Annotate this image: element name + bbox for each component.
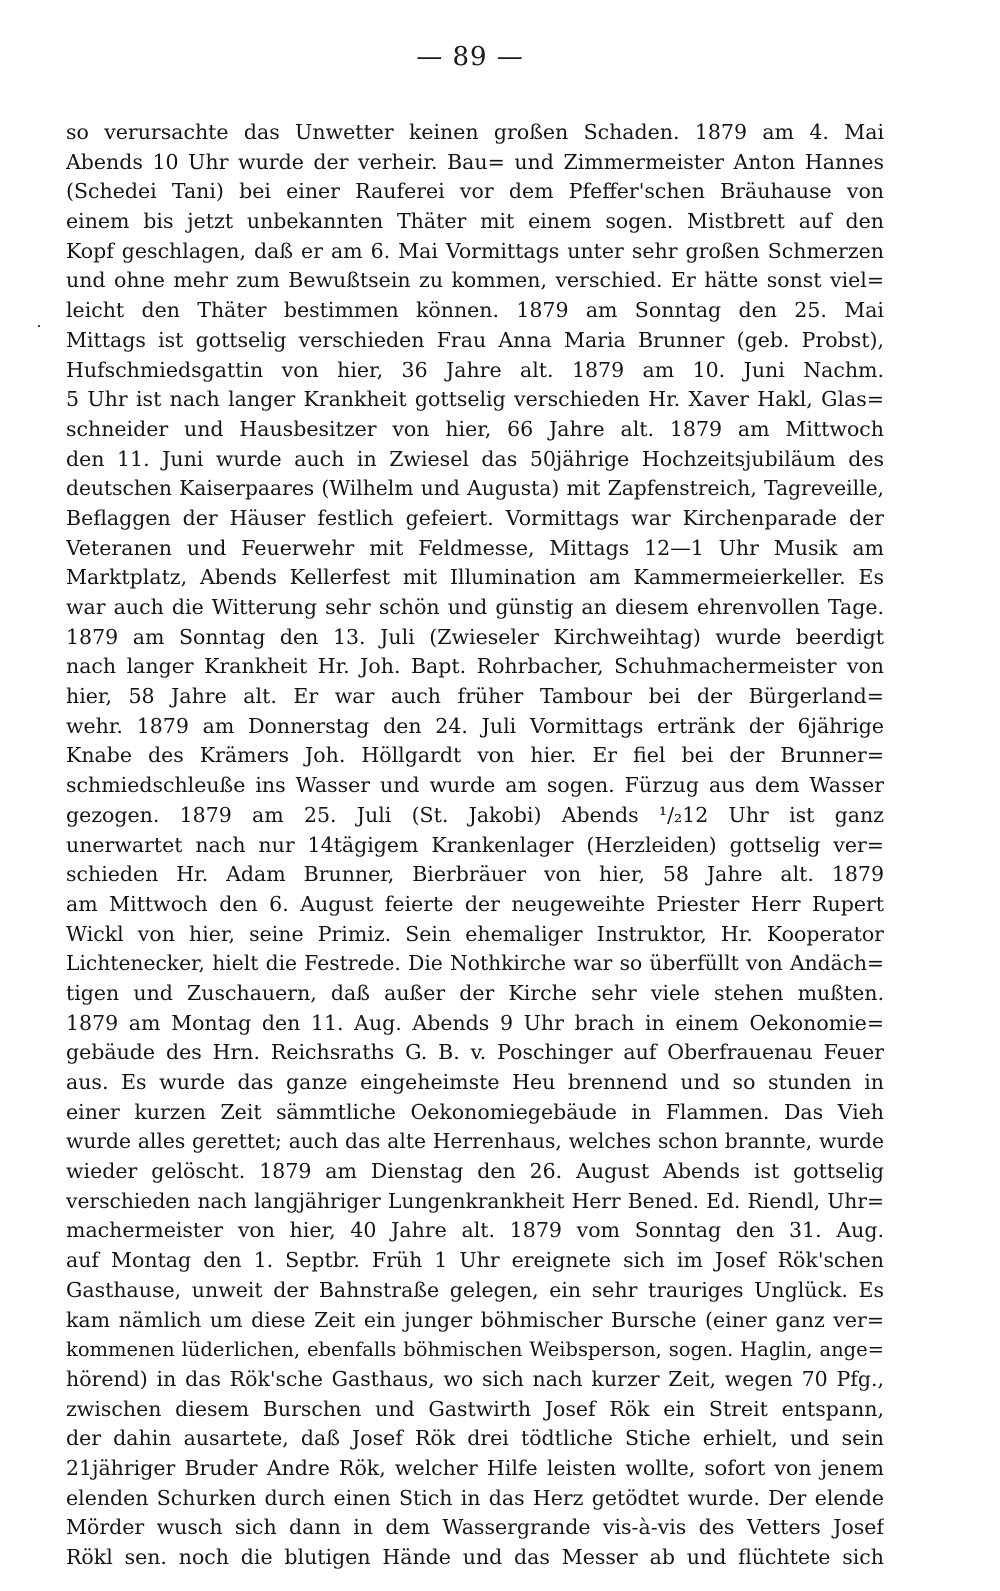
text-line: deutschen Kaiserpaares (Wilhelm und Augusta) mit Zapfenstreich, Tagreveille, bbox=[66, 476, 884, 501]
text-line: leicht den Thäter bestimmen können. 1879 am Sonntag den 25. Mai bbox=[66, 298, 884, 323]
text-line: Knabe des Krämers Joh. Höllgardt von hier. Er fiel bei der Brunner= bbox=[66, 743, 884, 768]
text-line: (Schedei Tani) bei einer Rauferei vor dem Pfeffer'schen Bräuhause von bbox=[66, 179, 884, 204]
text-line: verschieden nach langjähriger Lungenkrankheit Herr Bened. Ed. Riendl, Uhr= bbox=[66, 1188, 884, 1213]
text-line: wehr. 1879 am Donnerstag den 24. Juli Vormittags ertränk der 6jährige bbox=[66, 713, 884, 738]
text-line: den 11. Juni wurde auch in Zwiesel das 50jährige Hochzeitsjubiläum des bbox=[66, 446, 884, 471]
text-line: so verursachte das Unwetter keinen großen Schaden. 1879 am 4. Mai bbox=[66, 120, 884, 144]
text-line: tigen und Zuschauern, daß außer der Kirche sehr viele stehen mußten. bbox=[66, 980, 884, 1005]
text-line: unerwartet nach nur 14tägigem Krankenlager (Herzleiden) gottselig ver= bbox=[66, 832, 884, 857]
text-line: elenden Schurken durch einen Stich in das Herz getödtet wurde. Der elende bbox=[66, 1485, 884, 1510]
text-line: und ohne mehr zum Bewußtsein zu kommen, verschied. Er hätte sonst viel= bbox=[66, 268, 884, 293]
text-line: wurde alles gerettet; auch das alte Herrenhaus, welches schon brannte, wurde bbox=[66, 1129, 884, 1154]
text-line: zwischen diesem Burschen und Gastwirth Josef Rök ein Streit entspann, bbox=[66, 1396, 884, 1421]
text-line: schmiedschleuße ins Wasser und wurde am sogen. Fürzug aus dem Wasser bbox=[66, 773, 884, 798]
text-line: kam nämlich um diese Zeit ein junger böhmischer Bursche (einer ganz ver= bbox=[66, 1307, 884, 1332]
text-line: der dahin ausartete, daß Josef Rök drei tödtliche Stiche erhielt, und sein bbox=[66, 1426, 884, 1451]
text-line: Rökl sen. noch die blutigen Hände und das Messer ab und flüchtete sich bbox=[66, 1545, 884, 1569]
text-line: 21jähriger Bruder Andre Rök, welcher Hilfe leisten wollte, sofort von jenem bbox=[66, 1455, 884, 1480]
text-line: Gasthause, unweit der Bahnstraße gelegen, ein sehr trauriges Unglück. Es bbox=[66, 1277, 884, 1302]
text-line: 1879 am Montag den 11. Aug. Abends 9 Uhr brach in einem Oekonomie= bbox=[66, 1010, 884, 1035]
margin-mark bbox=[38, 325, 40, 327]
text-line: Hufschmiedsgattin von hier, 36 Jahre alt. 1879 am 10. Juni Nachm. bbox=[66, 357, 884, 382]
text-line: einem bis jetzt unbekannten Thäter mit einem sogen. Mistbrett auf den bbox=[66, 209, 884, 234]
text-line: einer kurzen Zeit sämmtliche Oekonomiegebäude in Flammen. Das Vieh bbox=[66, 1099, 884, 1124]
text-line: nach langer Krankheit Hr. Joh. Bapt. Rohrbacher, Schuhmachermeister von bbox=[66, 654, 884, 679]
text-line: machermeister von hier, 40 Jahre alt. 1879 vom Sonntag den 31. Aug. bbox=[66, 1218, 884, 1243]
text-line: auf Montag den 1. Septbr. Früh 1 Uhr ereignete sich im Josef Rök'schen bbox=[66, 1248, 884, 1273]
text-line: kommenen lüderlichen, ebenfalls böhmischen Weibsperson, sogen. Haglin, ange= bbox=[66, 1338, 884, 1362]
text-line: Wickl von hier, seine Primiz. Sein ehemaliger Instruktor, Hr. Kooperator bbox=[66, 921, 884, 946]
text-line: schieden Hr. Adam Brunner, Bierbräuer von hier, 58 Jahre alt. 1879 bbox=[66, 862, 884, 887]
body-text bbox=[66, 118, 884, 1573]
text-line: Mittags ist gottselig verschieden Frau Anna Maria Brunner (geb. Probst), bbox=[66, 327, 884, 352]
text-line: gebäude des Hrn. Reichsraths G. B. v. Poschinger auf Oberfrauenau Feuer bbox=[66, 1040, 884, 1065]
text-line: schneider und Hausbesitzer von hier, 66 Jahre alt. 1879 am Mittwoch bbox=[66, 416, 884, 441]
text-line: 5 Uhr ist nach langer Krankheit gottselig verschieden Hr. Xaver Hakl, Glas= bbox=[66, 387, 884, 412]
text-line: hörend) in das Rök'sche Gasthaus, wo sich nach kurzer Zeit, wegen 70 Pfg., bbox=[66, 1366, 884, 1391]
text-line: Marktplatz, Abends Kellerfest mit Illumination am Kammermeierkeller. Es bbox=[66, 565, 884, 590]
text-line: Beflaggen der Häuser festlich gefeiert. Vormittags war Kirchenparade der bbox=[66, 505, 884, 530]
text-line: war auch die Witterung sehr schön und günstig an diesem ehrenvollen Tage. bbox=[66, 595, 884, 619]
text-line: gezogen. 1879 am 25. Juli (St. Jakobi) Abends ¹/₂12 Uhr ist ganz bbox=[66, 802, 884, 827]
text-line: hier, 58 Jahre alt. Er war auch früher Tambour bei der Bürgerland= bbox=[66, 684, 884, 709]
text-line: wieder gelöscht. 1879 am Dienstag den 26. August Abends ist gottselig bbox=[66, 1159, 884, 1184]
text-line: Veteranen und Feuerwehr mit Feldmesse, Mittags 12—1 Uhr Musik am bbox=[66, 535, 884, 560]
text-line: 1879 am Sonntag den 13. Juli (Zwieseler Kirchweihtag) wurde beerdigt bbox=[66, 624, 884, 649]
text-line: Abends 10 Uhr wurde der verheir. Bau= und Zimmermeister Anton Hannes bbox=[66, 149, 884, 174]
text-line: Kopf geschlagen, daß er am 6. Mai Vormittags unter sehr großen Schmerzen bbox=[66, 238, 884, 263]
text-line: am Mittwoch den 6. August feierte der neugeweihte Priester Herr Rupert bbox=[66, 891, 884, 916]
text-line: Lichtenecker, hielt die Festrede. Die Nothkirche war so überfüllt von Andäch= bbox=[66, 951, 884, 976]
text-line: Mörder wusch sich dann in dem Wassergrande vis-à-vis des Vetters Josef bbox=[66, 1515, 884, 1540]
text-line: aus. Es wurde das ganze eingeheimste Heu brennend und so stunden in bbox=[66, 1070, 884, 1094]
page-number: — 89 — bbox=[416, 42, 524, 72]
